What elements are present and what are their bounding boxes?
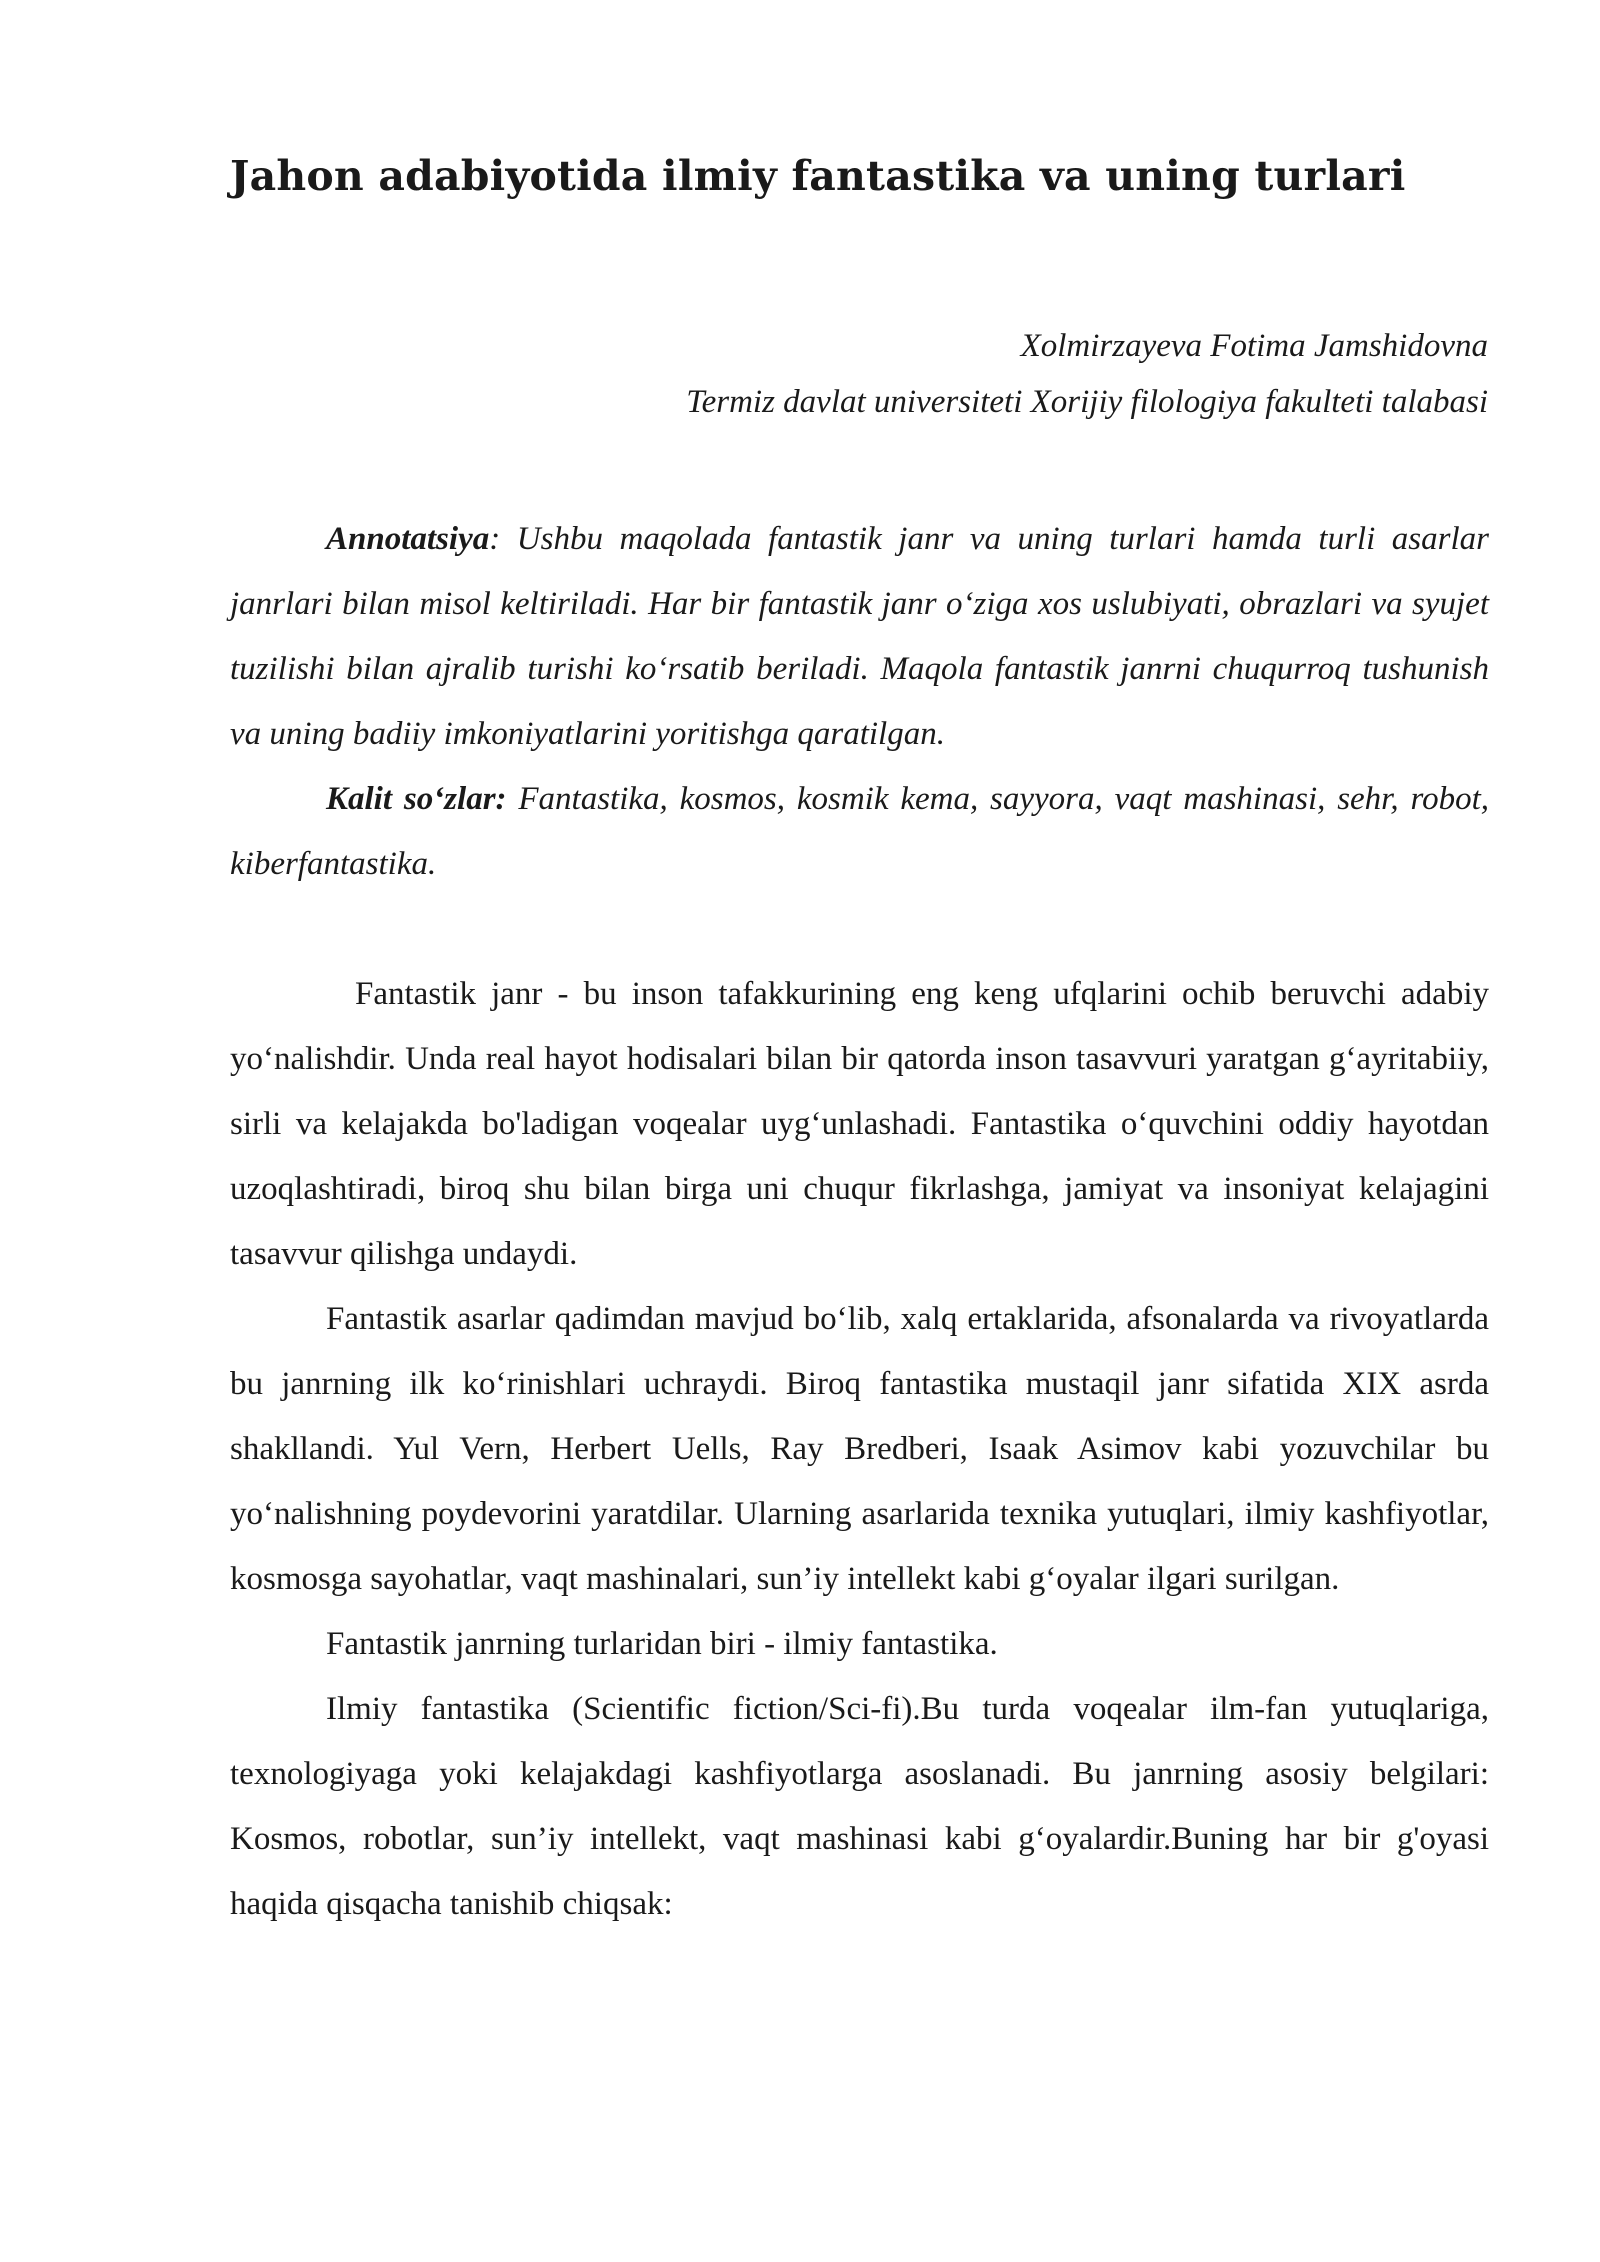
article-body	[230, 507, 1489, 1937]
abstract-section	[230, 507, 1489, 897]
abstract-text: Ushbu maqolada fantastik janr va uning turlari hamda turli asarlar janrlari bilan misol keltiriladi. Har bir fantastik janr o‘ziga xos uslubiyati, obrazlari va syujet tuzilishi bilan ajralib turishi ko‘rsatib beriladi. Maqola fantastik janrni chuqurroq tushunish va uning badiiy imkoniyatlarini yoritishga qaratilgan.	[230, 521, 1489, 752]
author-affiliation: Termiz davlat universiteti Xorijiy filologiya fakulteti talabasi	[686, 384, 1488, 420]
abstract-separator: :	[489, 521, 501, 557]
body-paragraph-3: Fantastik janrning turlaridan biri - ilmiy fantastika.	[326, 1626, 998, 1662]
keywords-label: Kalit so‘zlar:	[326, 781, 507, 817]
abstract-paragraph	[230, 507, 1489, 767]
main-text	[230, 962, 1489, 1937]
article-title: Jahon adabiyotida ilmiy fantastika va uning turlari	[230, 152, 1406, 200]
author-name: Xolmirzayeva Fotima Jamshidovna	[1020, 328, 1488, 364]
author-block	[288, 318, 1488, 430]
body-paragraph-1: Fantastik janr - bu inson tafakkurining eng keng ufqlarini ochib beruvchi adabiy yo‘nalishdir. Unda real hayot hodisalari bilan bir qatorda inson tasavvuri yaratgan g‘ayritabiiy, sirli va kelajakda bo'ladigan voqealar uyg‘unlashadi. Fantastika o‘quvchini oddiy hayotdan uzoqlashtiradi, biroq shu bilan birga uni chuqur fikrlashga, jamiyat va insoniyat kelajagini tasavvur qilishga undaydi.	[230, 976, 1489, 1272]
abstract-label: Annotatsiya	[326, 521, 490, 557]
keywords-text: Fantastika, kosmos, kosmik kema, sayyora, vaqt mashinasi, sehr, robot, kiberfantastika.	[230, 781, 1489, 882]
body-paragraph-4: Ilmiy fantastika (Scientific fiction/Sci-fi).Bu turda voqealar ilm-fan yutuqlariga, texnologiyaga yoki kelajakdagi kashfiyotlarga asoslanadi. Bu janrning asosiy belgilari: Kosmos, robotlar, sun’iy intellekt, vaqt mashinasi kabi g‘oyalardir.Buning har bir g'oyasi haqida qisqacha tanishib chiqsak:	[230, 1691, 1489, 1922]
keywords-paragraph	[230, 767, 1489, 897]
body-paragraph-2: Fantastik asarlar qadimdan mavjud bo‘lib, xalq ertaklarida, afsonalarda va rivoyatlarda bu janrning ilk ko‘rinishlari uchraydi. Biroq fantastika mustaqil janr sifatida XIX asrda shakllandi. Yul Vern, Herbert Uells, Ray Bredberi, Isaak Asimov kabi yozuvchilar bu yo‘nalishning poydevorini yaratdilar. Ularning asarlarida texnika yutuqlari, ilmiy kashfiyotlar, kosmosga sayohatlar, vaqt mashinalari, sun’iy intellekt kabi g‘oyalar ilgari surilgan.	[230, 1301, 1489, 1597]
